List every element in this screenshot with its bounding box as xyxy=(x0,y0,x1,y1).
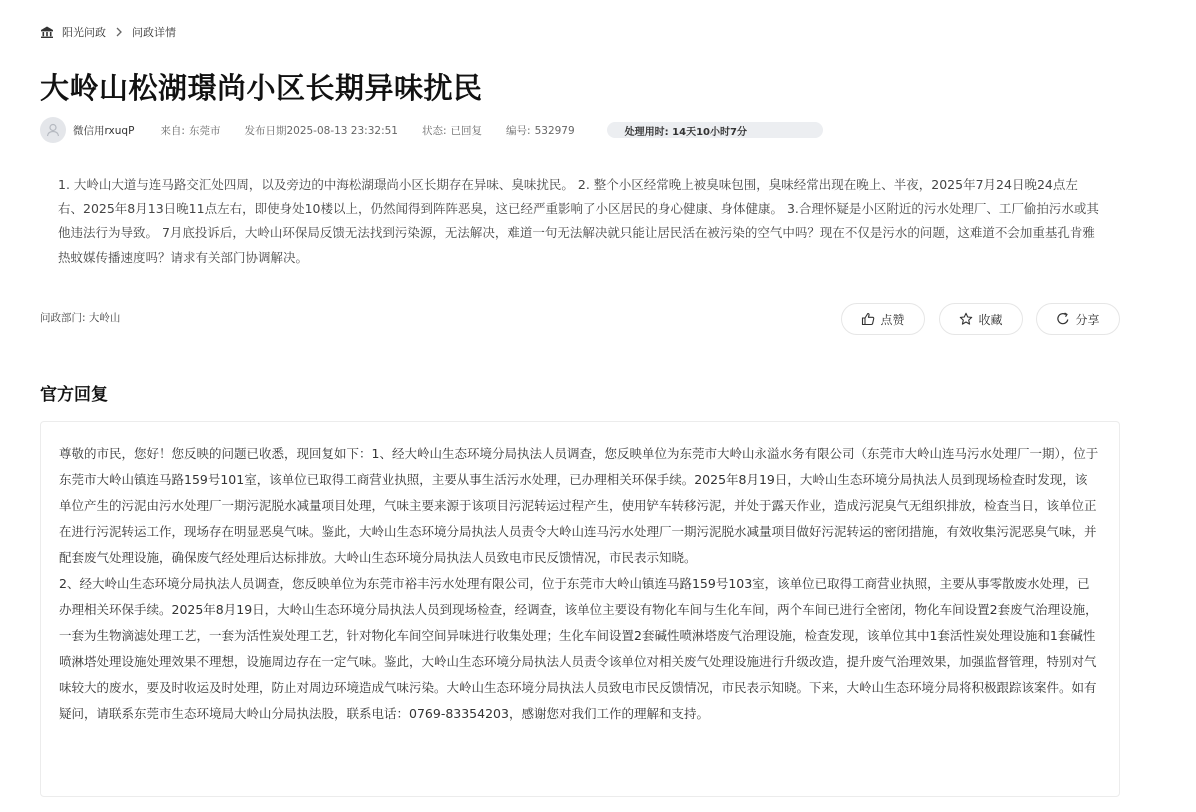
date-field xyxy=(244,123,398,138)
share-button[interactable] xyxy=(1036,303,1120,335)
number-value: 532979 xyxy=(534,124,575,137)
author-name: 微信用rxuqP xyxy=(73,124,135,137)
post-meta xyxy=(40,116,823,144)
department-label: 问政部门: 大岭山 xyxy=(40,312,121,324)
source-value: 东莞市 xyxy=(188,124,221,137)
processing-time-badge: 处理用时: 14天10小时7分 xyxy=(607,122,823,138)
status-field xyxy=(422,123,482,138)
post-body: 1. 大岭山大道与连马路交汇处四周，以及旁边的中海松湖璟尚小区长期存在异味、臭味扰民。 2. 整个小区经常晚上被臭味包围，臭味经常出现在晚上、半夜，2025年7月24日晚24点左右、2025年8月13日晚11点左右，即使身处10楼以上，仍然闻得到阵阵恶臭，这已经严重影响了小区居民的身心健康、身体健康。 3.合理怀疑是小区附近的污水处理厂、工厂偷拍污水或其他违法行为导致。 7月底投诉后，大岭山环保局反馈无法找到污染源，无法解决，难道一句无法解决就只能让居民活在被污染的空气中吗？现在不仅是污水的问题，这难道不会加重基孔肯雅热蚊媒传播速度吗？请求有关部门协调解决。 xyxy=(58,177,1099,265)
reply-paragraph: 尊敬的市民，您好！您反映的问题已收悉，现回复如下：1、经大岭山生态环境分局执法人员调查，您反映单位为东莞市大岭山永溢水务有限公司（东莞市大岭山连马污水处理厂一期），位于东莞市大岭山镇连马路159号101室，该单位已取得工商营业执照，主要从事生活污水处理，已办理相关环保手续。2025年8月19日，大岭山生态环境分局执法人员到现场检查时发现，该单位产生的污泥由污水处理厂一期污泥脱水减量项目处理，气味主要来源于该项目污泥转运过程产生，使用铲车转移污泥，并处于露天作业，造成污泥臭气无组织排放，检查当日，该单位正在进行污泥转运工作，现场存在明显恶臭气味。鉴此，大岭山生态环境分局执法人员责令大岭山连马污水处理厂一期污泥脱水减量项目做好污泥转运的密闭措施，有效收集污泥恶臭气味，并配套废气处理设施，确保废气经处理后达标排放。大岭山生态环境分局执法人员致电市民反馈情况，市民表示知晓。 xyxy=(59,446,1099,565)
source-field xyxy=(160,123,220,138)
reply-paragraph: 2、经大岭山生态环境分局执法人员调查，您反映单位为东莞市裕丰污水处理有限公司，位于东莞市大岭山镇连马路159号103室，该单位已取得工商营业执照，主要从事零散废水处理，已办理相关环保手续。2025年8月19日，大岭山生态环境分局执法人员到现场检查，经调查，该单位主要设有物化车间与生化车间，两个车间已进行全密闭，物化车间设置2套废气治理设施，一套为生物滴滤处理工艺，一套为活性炭处理工艺，针对物化车间空间异味进行收集处理；生化车间设置2套碱性喷淋塔废气治理设施，检查发现，该单位其中1套活性炭处理设施和1套碱性喷淋塔处理设施处理效果不理想，设施周边存在一定气味。鉴此，大岭山生态环境分局执法人员责令该单位对相关废气处理设施进行升级改造，提升废气治理效果，加强监督管理，特别对气味较大的废水，要及时收运及时处理，防止对周边环境造成气味污染。大岭山生态环境分局执法人员致电市民反馈情况，市民表示知晓。下来，大岭山生态环境分局将积极跟踪该案件。如有疑问，请联系东莞市生态环境局大岭山分局执法股，联系电话：0769-83354203，感谢您对我们工作的理解和支持。 xyxy=(59,576,1098,721)
favorite-label: 收藏 xyxy=(978,312,1003,327)
chevron-right-icon xyxy=(115,27,123,37)
date-value: 2025-08-13 23:32:51 xyxy=(286,124,398,137)
like-label: 点赞 xyxy=(880,312,905,327)
official-reply-box xyxy=(40,421,1120,797)
home-icon[interactable] xyxy=(40,25,54,39)
star-icon xyxy=(959,312,973,326)
page-title: 大岭山松湖璟尚小区长期异味扰民 xyxy=(40,71,483,105)
number-label: 编号: xyxy=(506,124,531,137)
date-label: 发布日期 xyxy=(244,124,287,137)
share-icon xyxy=(1056,312,1070,326)
avatar[interactable] xyxy=(40,117,66,143)
breadcrumb-home-link[interactable]: 阳光问政 xyxy=(62,26,106,39)
official-reply-heading: 官方回复 xyxy=(40,385,108,405)
number-field xyxy=(506,123,575,138)
source-label: 来自: xyxy=(160,124,185,137)
status-value: 已回复 xyxy=(450,124,483,137)
favorite-button[interactable] xyxy=(939,303,1023,335)
thumbs-up-icon xyxy=(861,312,875,326)
breadcrumb xyxy=(40,24,176,40)
user-icon xyxy=(45,122,61,138)
breadcrumb-current: 问政详情 xyxy=(132,26,176,39)
like-button[interactable] xyxy=(841,303,925,335)
status-label: 状态: xyxy=(421,124,447,137)
share-label: 分享 xyxy=(1075,312,1100,327)
